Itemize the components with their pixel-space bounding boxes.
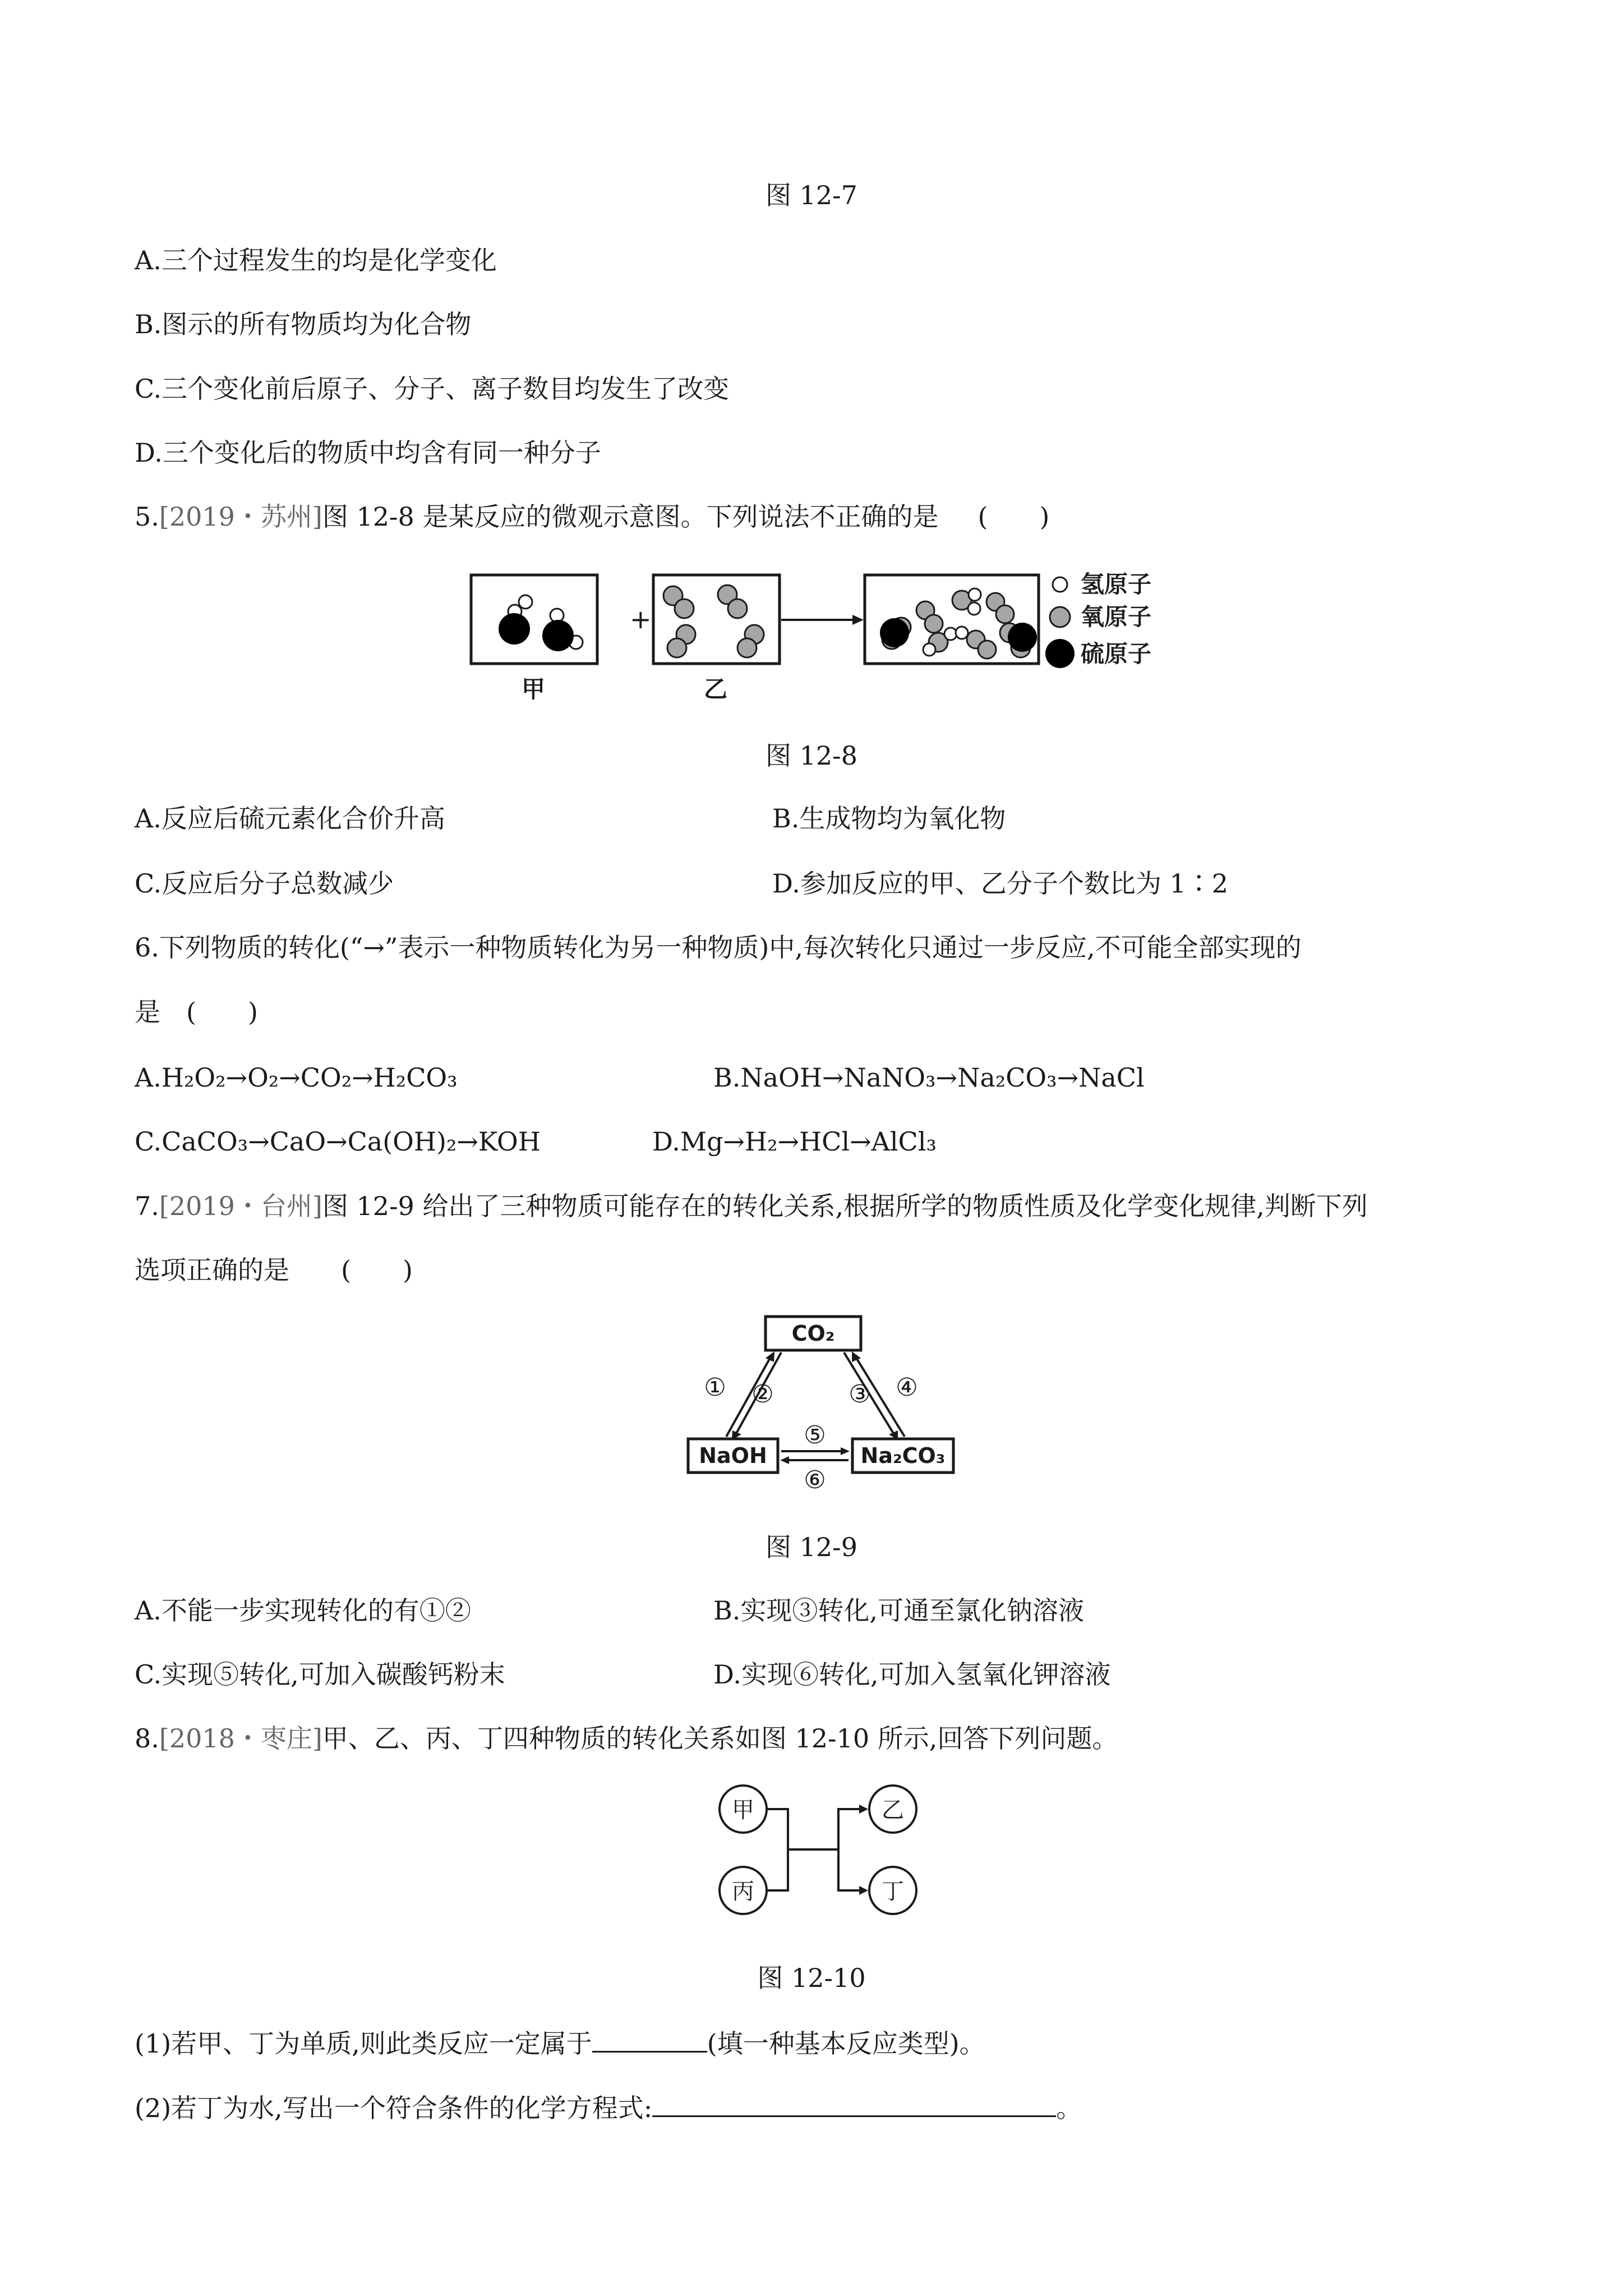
arrowhead-5 [841, 1447, 850, 1455]
q8-sub2 [135, 2090, 1082, 2125]
q4-option-b: B.图示的所有物质均为化合物 [135, 309, 472, 339]
arrow-label-5: ⑤ [804, 1421, 826, 1450]
q7-stem-text: 图 12-9 给出了三种物质可能存在的转化关系,根据所学的物质性质及化学变化规律,判断下列 [322, 1191, 1368, 1221]
hydrogen-atom [519, 595, 532, 609]
node-co2-label: CO₂ [791, 1321, 835, 1346]
q4-option-a: A.三个过程发生的均是化学变化 [135, 245, 497, 275]
figure-12-10 [712, 1778, 937, 1930]
figure-12-10-diagram [712, 1778, 937, 1930]
legend-oxygen-icon [1050, 607, 1070, 627]
q6-option-c: C.CaCO₃→CaO→Ca(OH)₂→KOH [135, 1126, 541, 1157]
node-jia-label: 甲 [732, 1797, 754, 1823]
arrowhead-1 [766, 1351, 774, 1362]
node-naoh-label: NaOH [699, 1443, 767, 1468]
q8-sub2-text-after: 。 [1056, 2093, 1082, 2123]
sulfur-atom [542, 620, 574, 651]
figure-12-8 [468, 561, 1197, 718]
oxygen-atom [737, 638, 757, 657]
label-yi: 乙 [704, 675, 728, 703]
q6-option-b: B.NaOH→NaNO₃→Na₂CO₃→NaCl [713, 1062, 1145, 1093]
q8-stem-text: 甲、乙、丙、丁四种物质的转化关系如图 12-10 所示,回答下列问题。 [322, 1723, 1118, 1754]
oxygen-atom [925, 615, 943, 633]
oxygen-atom [996, 605, 1014, 623]
node-bing-label: 丙 [732, 1879, 754, 1904]
legend-hydrogen-icon [1053, 577, 1067, 592]
hydrogen-atom [956, 627, 968, 639]
q8-sub1-text: (1)若甲、丁为单质,则此类反应一定属于 [135, 2028, 592, 2059]
q8-source: [2018・枣庄] [159, 1723, 322, 1754]
figure-caption-12-9: 图 12-9 [766, 1532, 857, 1562]
q5-source: [2019・苏州] [159, 501, 322, 532]
figure-12-9 [681, 1310, 962, 1495]
arrow-label-3: ③ [849, 1380, 871, 1409]
hydrogen-atom [969, 588, 981, 601]
q8-sub2-answer-blank[interactable] [652, 2090, 1056, 2117]
box-jia [471, 575, 597, 664]
figure-caption-12-8: 图 12-8 [766, 740, 857, 771]
hydrogen-atom [968, 602, 980, 615]
oxygen-atom [728, 599, 747, 618]
q8-number: 8. [135, 1723, 159, 1754]
arrowhead-4 [852, 1351, 861, 1362]
q8-sub1-answer-blank[interactable] [592, 2025, 707, 2053]
legend-hydrogen-label: 氢原子 [1081, 570, 1152, 598]
sulfur-atom [1008, 623, 1037, 652]
q6-stem-line2: 是 ( ) [135, 997, 258, 1027]
q5-option-c: C.反应后分子总数减少 [135, 868, 394, 899]
q7-option-c: C.实现⑤转化,可加入碳酸钙粉末 [135, 1659, 505, 1690]
figure-12-9-diagram [681, 1310, 962, 1495]
label-jia: 甲 [522, 675, 546, 703]
figure-caption-12-10: 图 12-10 [757, 1963, 866, 1993]
q5-stem [135, 500, 1049, 533]
plus-sign: + [630, 604, 652, 634]
q6-stem-line1: 6.下列物质的转化(“→”表示一种物质转化为另一种物质)中,每次转化只通过一步反应,不可能全部实现的 [135, 932, 1302, 963]
legend-sulfur-icon [1045, 639, 1075, 668]
q5-option-b: B.生成物均为氧化物 [772, 803, 1006, 834]
figure-caption-12-7: 图 12-7 [766, 180, 857, 210]
reaction-arrowhead [852, 615, 864, 625]
q4-option-d: D.三个变化后的物质中均含有同一种分子 [135, 438, 601, 468]
oxygen-atom [978, 641, 996, 659]
node-na2co3-label: Na₂CO₃ [860, 1443, 946, 1468]
q7-option-b: B.实现③转化,可通至氯化钠溶液 [713, 1595, 1085, 1626]
q5-number: 5. [135, 501, 159, 532]
q5-option-a: A.反应后硫元素化合价升高 [135, 803, 445, 834]
sulfur-atom [880, 618, 909, 647]
sulfur-atom [499, 613, 530, 645]
figure-12-8-diagram [468, 561, 1197, 718]
reactant-bracket [767, 1809, 788, 1890]
q7-stem-line1 [135, 1189, 1368, 1223]
q6-option-d: D.Mg→H₂→HCl→AlCl₃ [652, 1126, 937, 1157]
arrowhead-to-ding [859, 1886, 868, 1895]
q8-stem [135, 1722, 1118, 1755]
arrow-label-2: ② [751, 1380, 774, 1409]
q7-option-a: A.不能一步实现转化的有①② [135, 1595, 471, 1626]
node-yi-label: 乙 [882, 1797, 904, 1823]
q6-option-a: A.H₂O₂→O₂→CO₂→H₂CO₃ [135, 1062, 458, 1093]
q8-sub1-text-after: (填一种基本反应类型)。 [707, 2028, 985, 2059]
legend-oxygen-label: 氧原子 [1081, 603, 1152, 631]
hydrogen-atom [923, 643, 935, 656]
node-ding-label: 丁 [882, 1879, 904, 1904]
q5-answer-paren: ( ) [978, 501, 1050, 532]
oxygen-atom [675, 599, 694, 618]
q8-sub1 [135, 2025, 985, 2060]
oxygen-atom [667, 638, 686, 657]
q8-sub2-text: (2)若丁为水,写出一个符合条件的化学方程式: [135, 2093, 653, 2123]
arrowhead-to-yi [859, 1805, 868, 1814]
product-bracket [838, 1809, 859, 1890]
arrow-label-6: ⑥ [804, 1466, 826, 1494]
arrow-label-1: ① [704, 1373, 726, 1402]
q5-stem-text: 图 12-8 是某反应的微观示意图。下列说法不正确的是 [322, 501, 939, 532]
arrowhead-6 [780, 1456, 789, 1464]
q5-option-d: D.参加反应的甲、乙分子个数比为 1∶2 [772, 868, 1229, 899]
q7-option-d: D.实现⑥转化,可加入氢氧化钾溶液 [713, 1659, 1111, 1690]
q7-source: [2019・台州] [159, 1191, 322, 1221]
q4-option-c: C.三个变化前后原子、分子、离子数目均发生了改变 [135, 374, 730, 404]
legend-sulfur-label: 硫原子 [1081, 640, 1152, 668]
arrow-label-4: ④ [896, 1373, 918, 1402]
q7-stem-line2: 选项正确的是 ( ) [135, 1255, 413, 1285]
q7-number: 7. [135, 1191, 159, 1221]
